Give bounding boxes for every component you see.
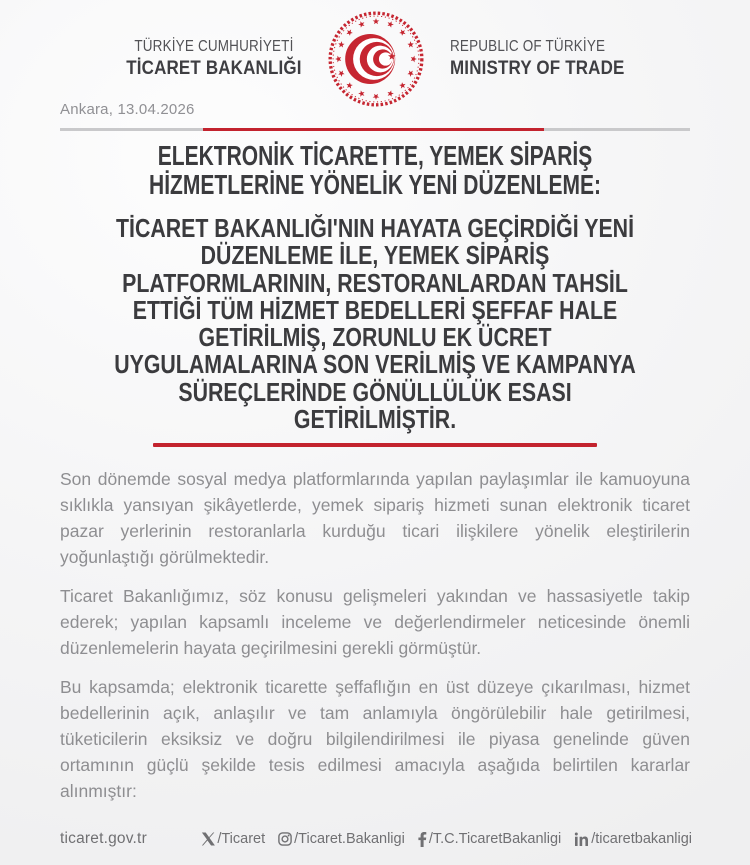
org-name-turkish — [126, 38, 301, 81]
sub-headline-line: SÜREÇLERİNDE GÖNÜLLÜLÜK ESASI — [178, 376, 572, 407]
header — [0, 0, 750, 108]
headline-underline — [153, 443, 597, 447]
social-x[interactable] — [201, 831, 265, 847]
org-en-line1: REPUBLIC OF TÜRKİYE — [449, 37, 605, 55]
social-handle: /Ticaret.Bakanligi — [294, 831, 405, 847]
paragraph: Bu kapsamda; elektronik ticarette şeffaflığın en üst düzeye çıkarılması, hizmet bedellerinin açık, anlaşılır ve tam anlamıyla öngörülebilir hale getirilmesi, tüketicilerin eksiksiz ve doğru bilgilendirilmesi ile piyasa genelinde güven ortamının güçlü şekilde tesis edilmesi amacıyla aşağıda belirtilen kararlar alınmıştır: — [60, 677, 690, 802]
org-name-english — [450, 38, 625, 81]
dateline: Ankara, 13.04.2026 — [60, 101, 195, 118]
social-linkedin[interactable] — [574, 831, 692, 847]
facebook-icon — [418, 832, 427, 847]
linkedin-icon — [574, 832, 589, 846]
headline-line: HİZMETLERİNE YÖNELİK YENİ DÜZENLEME: — [149, 168, 601, 200]
sub-headline-line: ETTİĞİ TÜM HİZMET BEDELLERİ ŞEFFAF HALE — [132, 294, 618, 325]
org-en-line2: MINISTRY OF TRADE — [449, 56, 625, 79]
sub-headline-line: DÜZENLEME İLE, YEMEK SİPARİŞ — [200, 240, 550, 271]
x-icon — [201, 832, 215, 846]
social-links — [201, 831, 692, 847]
social-instagram[interactable] — [278, 831, 405, 847]
headline-line: ELEKTRONİK TİCARETTE, YEMEK SİPARİŞ — [157, 140, 593, 171]
sub-headline-line: UYGULAMALARINA SON VERİLMİŞ VE KAMPANYA — [114, 349, 636, 380]
social-handle: /ticaretbakanligi — [591, 831, 692, 847]
instagram-icon — [278, 832, 292, 846]
org-tr-line2: TİCARET BAKANLIĞI — [126, 56, 302, 79]
social-facebook[interactable] — [418, 831, 561, 847]
paragraph: Son dönemde sosyal medya platformlarında yapılan paylaşımlar ile kamuoyuna sıklıkla yansıyan şikâyetlerde, yemek sipariş hizmeti sunan elektronik ticaret pazar yerlerinin restoranlarla kurduğu ticari ilişkilere yönelik eleştirilerin yoğunlaştığı görülmektedir. — [60, 469, 690, 568]
sub-headline-line: TİCARET BAKANLIĞI'NIN HAYATA GEÇİRDİĞİ YENİ — [116, 213, 634, 243]
headline — [94, 142, 657, 199]
body-text — [0, 466, 750, 804]
sub-headline-line: GETİRİLMİŞTİR. — [293, 404, 457, 435]
sub-headline-line: PLATFORMLARININ, RESTORANLARDAN TAHSİL — [122, 267, 628, 298]
org-tr-line1: TÜRKİYE CUMHURİYETİ — [134, 37, 294, 55]
footer — [60, 830, 692, 848]
social-handle: /Ticaret — [217, 831, 266, 847]
header-divider — [60, 128, 690, 131]
website-link[interactable]: ticaret.gov.tr — [60, 830, 147, 847]
social-handle: /T.C.TicaretBakanligi — [428, 831, 562, 847]
sub-headline — [68, 215, 683, 433]
sub-headline-line: GETİRİLMİŞ, ZORUNLU EK ÜCRET — [198, 322, 552, 353]
paragraph: Ticaret Bakanlığımız, söz konusu gelişmeleri yakından ve hassasiyetle takip ederek; yapılan kapsamlı inceleme ve değerlendirmeler neticesinde önemli düzenlemelerin hayata geçirilmesini gerekli görmüştür. — [60, 586, 690, 659]
ministry-of-trade-emblem-icon — [326, 9, 426, 109]
